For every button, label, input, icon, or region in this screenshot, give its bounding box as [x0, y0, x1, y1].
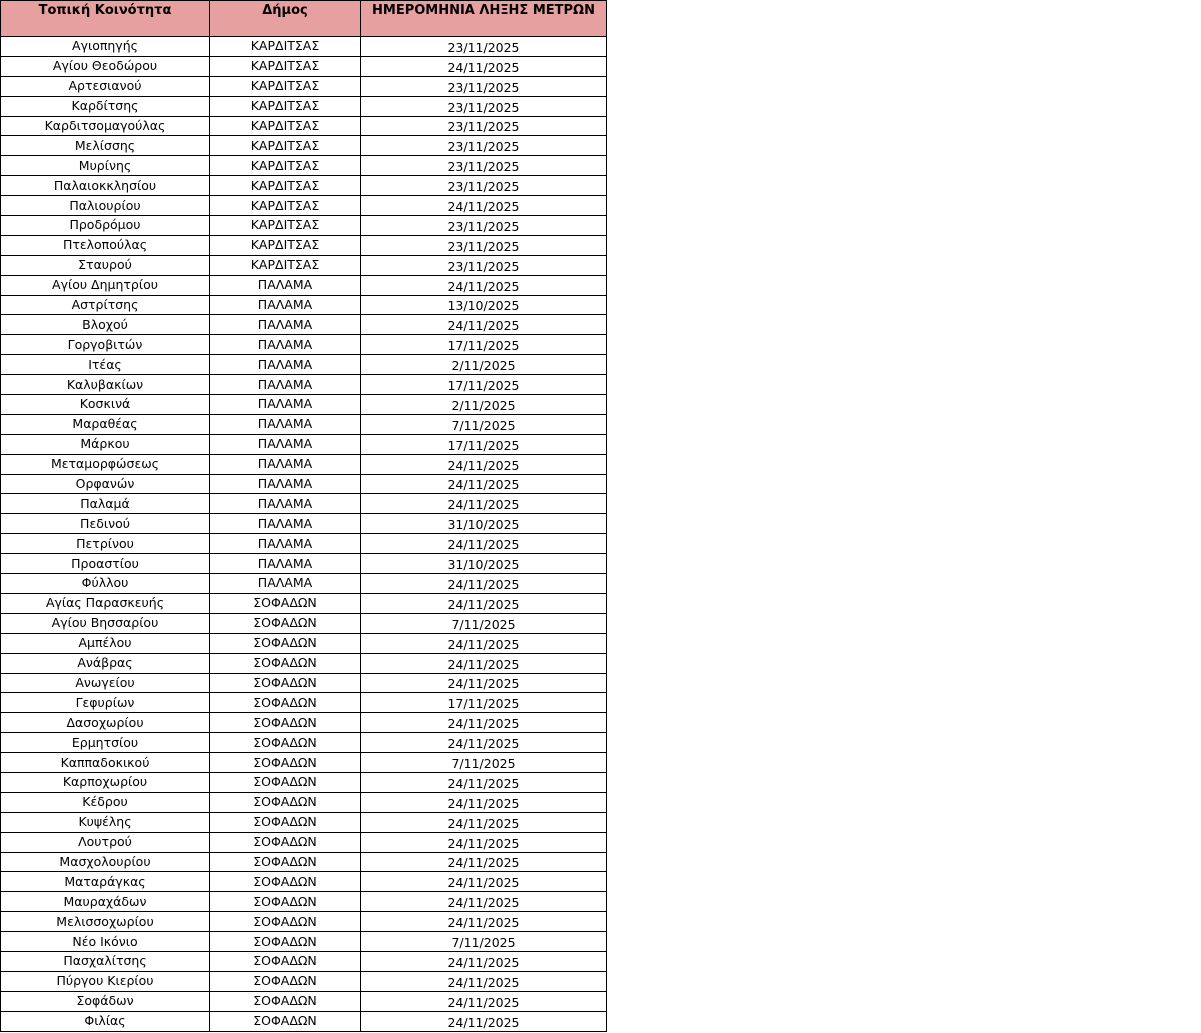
municipality-cell: ΠΑΛΑΜΑ — [210, 395, 361, 415]
table-row — [1, 951, 607, 971]
expiry-date-cell: 24/11/2025 — [361, 454, 607, 474]
expiry-date-cell: 24/11/2025 — [361, 852, 607, 872]
community-cell: Αγίου Δημητρίου — [1, 275, 210, 295]
community-cell: Σοφάδων — [1, 991, 210, 1011]
community-cell: Ματαράγκας — [1, 872, 210, 892]
community-cell: Προαστίου — [1, 554, 210, 574]
table-row — [1, 574, 607, 594]
community-cell: Προδρόμου — [1, 216, 210, 236]
community-cell: Φιλίας — [1, 1011, 210, 1031]
header-community: Τοπική Κοινότητα — [1, 1, 210, 37]
table-row — [1, 395, 607, 415]
municipality-cell: ΣΟΦΑΔΩΝ — [210, 653, 361, 673]
expiry-date-cell: 24/11/2025 — [361, 534, 607, 554]
community-cell: Αγίου Βησσαρίου — [1, 613, 210, 633]
table-row — [1, 56, 607, 76]
expiry-date-cell: 17/11/2025 — [361, 434, 607, 454]
municipality-cell: ΠΑΛΑΜΑ — [210, 275, 361, 295]
table-row — [1, 355, 607, 375]
table-row — [1, 216, 607, 236]
expiry-date-cell: 17/11/2025 — [361, 693, 607, 713]
header-row — [1, 1, 607, 37]
table-row — [1, 315, 607, 335]
community-cell: Αστρίτσης — [1, 295, 210, 315]
expiry-date-cell: 7/11/2025 — [361, 613, 607, 633]
table-row — [1, 733, 607, 753]
expiry-date-cell: 24/11/2025 — [361, 951, 607, 971]
table-row — [1, 534, 607, 554]
community-cell: Καρδιτσομαγούλας — [1, 116, 210, 136]
table-header — [1, 1, 607, 37]
community-cell: Αγίου Θεοδώρου — [1, 56, 210, 76]
expiry-date-cell: 23/11/2025 — [361, 136, 607, 156]
table-row — [1, 37, 607, 57]
table-row — [1, 912, 607, 932]
table-row — [1, 971, 607, 991]
community-cell: Παλαμά — [1, 494, 210, 514]
expiry-date-cell: 7/11/2025 — [361, 932, 607, 952]
expiry-date-cell: 24/11/2025 — [361, 474, 607, 494]
expiry-date-cell: 24/11/2025 — [361, 494, 607, 514]
community-cell: Αγιοπηγής — [1, 37, 210, 57]
table-row — [1, 653, 607, 673]
community-cell: Γοργοβιτών — [1, 335, 210, 355]
community-cell: Πασχαλίτσης — [1, 951, 210, 971]
municipality-cell: ΠΑΛΑΜΑ — [210, 554, 361, 574]
community-cell: Μελισσοχωρίου — [1, 912, 210, 932]
expiry-date-cell: 17/11/2025 — [361, 335, 607, 355]
municipality-cell: ΠΑΛΑΜΑ — [210, 534, 361, 554]
table-row — [1, 176, 607, 196]
municipality-cell: ΣΟΦΑΔΩΝ — [210, 991, 361, 1011]
table-row — [1, 593, 607, 613]
community-cell: Φύλλου — [1, 574, 210, 594]
expiry-date-cell: 24/11/2025 — [361, 872, 607, 892]
table-row — [1, 713, 607, 733]
table-row — [1, 136, 607, 156]
table-row — [1, 116, 607, 136]
municipality-cell: ΚΑΡΔΙΤΣΑΣ — [210, 56, 361, 76]
municipality-cell: ΠΑΛΑΜΑ — [210, 414, 361, 434]
community-cell: Μάρκου — [1, 434, 210, 454]
table-row — [1, 96, 607, 116]
municipality-cell: ΠΑΛΑΜΑ — [210, 474, 361, 494]
expiry-date-cell: 31/10/2025 — [361, 554, 607, 574]
community-cell: Μελίσσης — [1, 136, 210, 156]
community-cell: Ιτέας — [1, 355, 210, 375]
municipality-cell: ΣΟΦΑΔΩΝ — [210, 852, 361, 872]
municipality-cell: ΣΟΦΑΔΩΝ — [210, 633, 361, 653]
expiry-date-cell: 31/10/2025 — [361, 514, 607, 534]
municipality-cell: ΣΟΦΑΔΩΝ — [210, 912, 361, 932]
community-cell: Σταυρού — [1, 255, 210, 275]
municipality-cell: ΣΟΦΑΔΩΝ — [210, 872, 361, 892]
municipality-cell: ΣΟΦΑΔΩΝ — [210, 613, 361, 633]
community-cell: Καππαδοκικού — [1, 753, 210, 773]
expiry-date-cell: 24/11/2025 — [361, 733, 607, 753]
header-expiry-date: ΗΜΕΡΟΜΗΝΙΑ ΛΗΞΗΣ ΜΕΤΡΩΝ — [361, 1, 607, 37]
municipality-cell: ΚΑΡΔΙΤΣΑΣ — [210, 37, 361, 57]
community-cell: Κυψέλης — [1, 812, 210, 832]
table-row — [1, 554, 607, 574]
municipality-cell: ΣΟΦΑΔΩΝ — [210, 792, 361, 812]
table-row — [1, 375, 607, 395]
table-row — [1, 633, 607, 653]
table-row — [1, 434, 607, 454]
community-cell: Παλαιοκκλησίου — [1, 176, 210, 196]
table-row — [1, 792, 607, 812]
expiry-date-cell: 24/11/2025 — [361, 196, 607, 216]
table-row — [1, 235, 607, 255]
municipality-cell: ΣΟΦΑΔΩΝ — [210, 1011, 361, 1031]
municipality-cell: ΠΑΛΑΜΑ — [210, 295, 361, 315]
community-cell: Κέδρου — [1, 792, 210, 812]
expiry-date-cell: 2/11/2025 — [361, 355, 607, 375]
expiry-date-cell: 24/11/2025 — [361, 315, 607, 335]
municipality-cell: ΚΑΡΔΙΤΣΑΣ — [210, 235, 361, 255]
municipality-cell: ΚΑΡΔΙΤΣΑΣ — [210, 176, 361, 196]
table-row — [1, 772, 607, 792]
table-row — [1, 156, 607, 176]
municipality-cell: ΚΑΡΔΙΤΣΑΣ — [210, 136, 361, 156]
community-cell: Παλιουρίου — [1, 196, 210, 216]
municipality-cell: ΣΟΦΑΔΩΝ — [210, 892, 361, 912]
community-cell: Γεφυρίων — [1, 693, 210, 713]
table-row — [1, 275, 607, 295]
expiry-date-cell: 24/11/2025 — [361, 912, 607, 932]
expiry-date-cell: 24/11/2025 — [361, 633, 607, 653]
municipality-cell: ΣΟΦΑΔΩΝ — [210, 713, 361, 733]
municipality-cell: ΠΑΛΑΜΑ — [210, 355, 361, 375]
community-cell: Πεδινού — [1, 514, 210, 534]
expiry-date-cell: 24/11/2025 — [361, 832, 607, 852]
table-row — [1, 514, 607, 534]
expiry-date-cell: 24/11/2025 — [361, 593, 607, 613]
community-cell: Ορφανών — [1, 474, 210, 494]
table-row — [1, 613, 607, 633]
municipality-cell: ΠΑΛΑΜΑ — [210, 335, 361, 355]
header-municipality: Δήμος — [210, 1, 361, 37]
municipality-cell: ΣΟΦΑΔΩΝ — [210, 971, 361, 991]
expiry-date-cell: 7/11/2025 — [361, 753, 607, 773]
expiry-date-cell: 23/11/2025 — [361, 235, 607, 255]
municipality-cell: ΚΑΡΔΙΤΣΑΣ — [210, 255, 361, 275]
expiry-date-cell: 24/11/2025 — [361, 792, 607, 812]
table-row — [1, 76, 607, 96]
table-row — [1, 474, 607, 494]
community-cell: Πετρίνου — [1, 534, 210, 554]
community-cell: Κοσκινά — [1, 395, 210, 415]
expiry-date-cell: 24/11/2025 — [361, 713, 607, 733]
expiry-date-cell: 7/11/2025 — [361, 414, 607, 434]
community-cell: Ανάβρας — [1, 653, 210, 673]
municipality-cell: ΠΑΛΑΜΑ — [210, 574, 361, 594]
municipality-cell: ΣΟΦΑΔΩΝ — [210, 932, 361, 952]
expiry-date-cell: 24/11/2025 — [361, 772, 607, 792]
municipality-cell: ΠΑΛΑΜΑ — [210, 434, 361, 454]
community-cell: Αγίας Παρασκευής — [1, 593, 210, 613]
municipality-cell: ΚΑΡΔΙΤΣΑΣ — [210, 116, 361, 136]
expiry-date-cell: 23/11/2025 — [361, 37, 607, 57]
table-row — [1, 1011, 607, 1031]
expiry-date-cell: 13/10/2025 — [361, 295, 607, 315]
expiry-date-cell: 24/11/2025 — [361, 1011, 607, 1031]
community-cell: Αρτεσιανού — [1, 76, 210, 96]
municipality-cell: ΣΟΦΑΔΩΝ — [210, 693, 361, 713]
expiry-date-cell: 24/11/2025 — [361, 812, 607, 832]
community-cell: Μαραθέας — [1, 414, 210, 434]
municipality-cell: ΠΑΛΑΜΑ — [210, 494, 361, 514]
table-row — [1, 335, 607, 355]
community-cell: Πύργου Κιερίου — [1, 971, 210, 991]
table-row — [1, 693, 607, 713]
expiry-date-cell: 23/11/2025 — [361, 255, 607, 275]
municipality-cell: ΣΟΦΑΔΩΝ — [210, 733, 361, 753]
community-cell: Πτελοπούλας — [1, 235, 210, 255]
table-row — [1, 812, 607, 832]
municipality-cell: ΣΟΦΑΔΩΝ — [210, 832, 361, 852]
community-cell: Μυρίνης — [1, 156, 210, 176]
table-row — [1, 295, 607, 315]
expiry-date-cell: 17/11/2025 — [361, 375, 607, 395]
community-cell: Νέο Ικόνιο — [1, 932, 210, 952]
community-cell: Μεταμορφώσεως — [1, 454, 210, 474]
community-cell: Καλυβακίων — [1, 375, 210, 395]
municipality-cell: ΣΟΦΑΔΩΝ — [210, 772, 361, 792]
table-row — [1, 494, 607, 514]
expiry-date-cell: 23/11/2025 — [361, 156, 607, 176]
expiry-date-cell: 23/11/2025 — [361, 116, 607, 136]
table-row — [1, 454, 607, 474]
expiry-date-cell: 24/11/2025 — [361, 653, 607, 673]
municipality-cell: ΣΟΦΑΔΩΝ — [210, 673, 361, 693]
table-row — [1, 872, 607, 892]
expiry-date-cell: 23/11/2025 — [361, 176, 607, 196]
expiry-date-cell: 24/11/2025 — [361, 275, 607, 295]
municipality-cell: ΣΟΦΑΔΩΝ — [210, 812, 361, 832]
expiry-date-cell: 24/11/2025 — [361, 991, 607, 1011]
expiry-date-cell: 24/11/2025 — [361, 574, 607, 594]
table-row — [1, 991, 607, 1011]
community-cell: Δασοχωρίου — [1, 713, 210, 733]
expiry-date-cell: 23/11/2025 — [361, 216, 607, 236]
municipality-cell: ΣΟΦΑΔΩΝ — [210, 753, 361, 773]
community-cell: Μαυραχάδων — [1, 892, 210, 912]
table-row — [1, 852, 607, 872]
table-row — [1, 753, 607, 773]
municipality-cell: ΚΑΡΔΙΤΣΑΣ — [210, 196, 361, 216]
expiry-date-cell: 23/11/2025 — [361, 76, 607, 96]
municipality-cell: ΠΑΛΑΜΑ — [210, 315, 361, 335]
expiry-date-cell: 2/11/2025 — [361, 395, 607, 415]
table-body — [1, 37, 607, 1032]
municipality-cell: ΚΑΡΔΙΤΣΑΣ — [210, 76, 361, 96]
municipality-cell: ΠΑΛΑΜΑ — [210, 375, 361, 395]
expiry-date-cell: 24/11/2025 — [361, 971, 607, 991]
municipality-cell: ΚΑΡΔΙΤΣΑΣ — [210, 156, 361, 176]
community-cell: Λουτρού — [1, 832, 210, 852]
table-row — [1, 932, 607, 952]
community-cell: Ανωγείου — [1, 673, 210, 693]
municipality-cell: ΣΟΦΑΔΩΝ — [210, 951, 361, 971]
municipality-cell: ΚΑΡΔΙΤΣΑΣ — [210, 96, 361, 116]
expiry-date-cell: 23/11/2025 — [361, 96, 607, 116]
community-cell: Ερμητσίου — [1, 733, 210, 753]
municipality-cell: ΠΑΛΑΜΑ — [210, 514, 361, 534]
table-row — [1, 414, 607, 434]
expiry-date-cell: 24/11/2025 — [361, 673, 607, 693]
community-cell: Καρποχωρίου — [1, 772, 210, 792]
expiry-date-cell: 24/11/2025 — [361, 892, 607, 912]
table-row — [1, 196, 607, 216]
municipality-cell: ΣΟΦΑΔΩΝ — [210, 593, 361, 613]
table-row — [1, 255, 607, 275]
table-row — [1, 673, 607, 693]
community-cell: Αμπέλου — [1, 633, 210, 653]
community-cell: Καρδίτσης — [1, 96, 210, 116]
table-row — [1, 832, 607, 852]
table-row — [1, 892, 607, 912]
community-cell: Βλοχού — [1, 315, 210, 335]
community-cell: Μασχολουρίου — [1, 852, 210, 872]
expiry-date-cell: 24/11/2025 — [361, 56, 607, 76]
municipality-cell: ΚΑΡΔΙΤΣΑΣ — [210, 216, 361, 236]
municipality-cell: ΠΑΛΑΜΑ — [210, 454, 361, 474]
